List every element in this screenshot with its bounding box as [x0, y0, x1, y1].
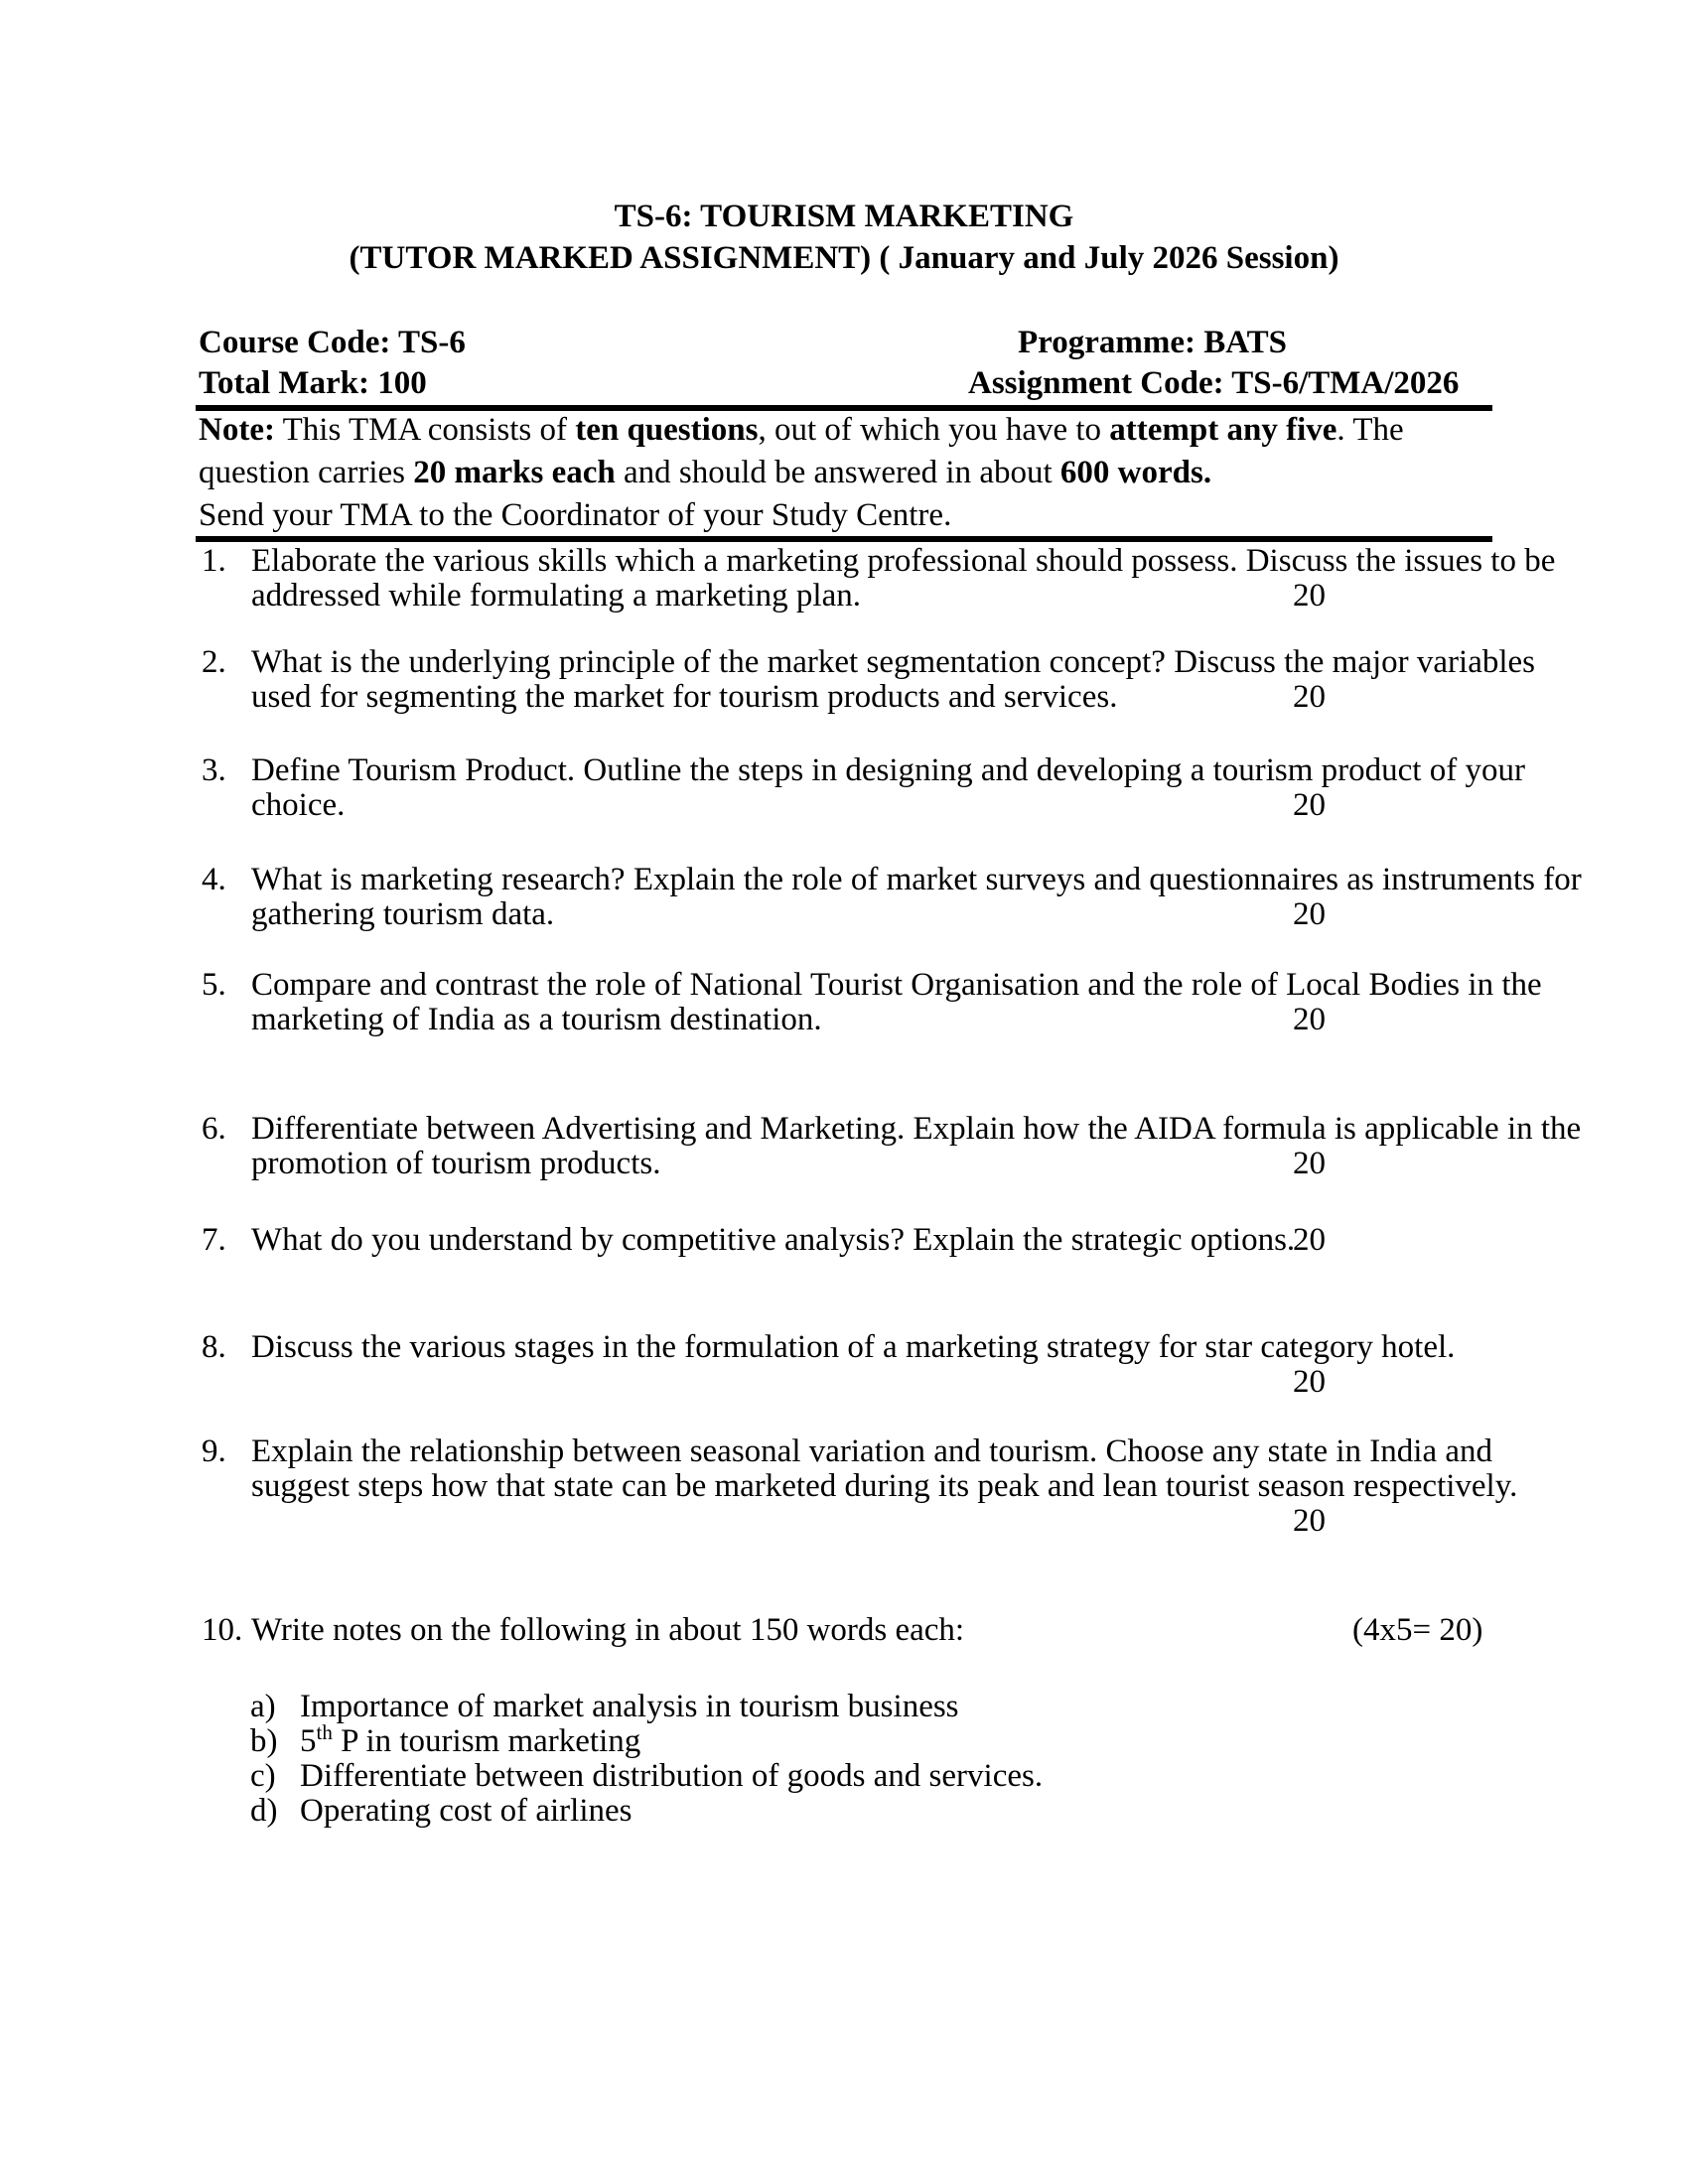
marks-value: 20 [1293, 787, 1326, 823]
question-2 [202, 644, 1536, 715]
assignment-code: Assignment Code: TS-6/TMA/2026 [968, 365, 1460, 401]
question-text: Write notes on the following in about 150 words each: [251, 1612, 965, 1648]
subitem-text: Operating cost of airlines [300, 1793, 633, 1829]
subitem-c [250, 1759, 1494, 1794]
question-3 [202, 752, 1525, 823]
question-number: 1. [202, 543, 226, 579]
subitem-text: Importance of market analysis in tourism business [300, 1689, 959, 1724]
subitem-label: c) [250, 1758, 276, 1794]
question-text: Differentiate between Advertising and Marketing. Explain how the AIDA formula is applicable in the [251, 1111, 1582, 1147]
subitem-text: 5th P in tourism marketing [300, 1720, 641, 1759]
question-number: 2. [202, 644, 226, 680]
subitem-b [250, 1720, 1494, 1759]
marks-value: (4x5= 20) [1352, 1612, 1483, 1648]
subitem-text: Differentiate between distribution of goods and services. [300, 1758, 1044, 1794]
question-text: Elaborate the various skills which a marketing professional should possess. Discuss the issues to be [251, 543, 1556, 579]
question-text: suggest steps how that state can be marketed during its peak and lean tourist season respectively. [251, 1468, 1518, 1504]
marks-value: 20 [1293, 1222, 1326, 1258]
divider-rule-bottom [196, 536, 1492, 542]
note-paragraph [199, 409, 1404, 537]
question-text: What do you understand by competitive analysis? Explain the strategic options. [251, 1222, 1296, 1258]
question-text: Define Tourism Product. Outline the steps in designing and developing a tourism product of your [251, 752, 1525, 788]
question-7 [202, 1223, 1494, 1258]
question-8 [202, 1329, 1494, 1400]
question-10 [202, 1613, 1494, 1829]
question-number: 5. [202, 967, 226, 1003]
subitem-d [250, 1794, 1494, 1829]
subitem-label: d) [250, 1793, 278, 1829]
marks-value: 20 [1293, 1146, 1326, 1181]
question-number: 4. [202, 862, 226, 897]
question-text: What is marketing research? Explain the role of market surveys and questionnaires as instruments for [251, 862, 1582, 897]
question-text: promotion of tourism products. [251, 1146, 661, 1181]
title-line-2: (TUTOR MARKED ASSIGNMENT) ( January and July 2026 Session) [349, 240, 1339, 276]
question-4 [202, 862, 1582, 932]
note-line-3: Send your TMA to the Coordinator of your Study Centre. [199, 497, 952, 533]
question-number: 10. [202, 1612, 243, 1648]
marks-value: 20 [1293, 1364, 1326, 1400]
marks-value: 20 [1293, 896, 1326, 932]
question-number: 3. [202, 752, 226, 788]
question-number: 8. [202, 1329, 226, 1365]
subitem-label: a) [250, 1689, 276, 1724]
marks-value: 20 [1293, 679, 1326, 715]
note-bold-label: Note: [199, 412, 275, 448]
document-title [199, 196, 1489, 279]
total-mark: Total Mark: 100 [199, 365, 427, 401]
question-text: Compare and contrast the role of National Tourist Organisation and the role of Local Bodies in the [251, 967, 1542, 1003]
title-line-1: TS-6: TOURISM MARKETING [614, 199, 1074, 234]
question-6 [202, 1111, 1582, 1181]
programme: Programme: BATS [1018, 325, 1287, 360]
marks-value: 20 [1293, 1002, 1326, 1037]
subitem-label: b) [250, 1723, 278, 1759]
superscript-th: th [316, 1720, 333, 1744]
question-1 [202, 543, 1556, 614]
note-line-1: Note: This TMA consists of ten questions, out of which you have to attempt any five. The [199, 412, 1404, 448]
question-10-subitems [250, 1690, 1494, 1829]
question-text: marketing of India as a tourism destination. [251, 1002, 822, 1037]
note-line-2: question carries 20 marks each and should be answered in about 600 words. [199, 455, 1212, 490]
question-9 [202, 1433, 1518, 1539]
question-number: 6. [202, 1111, 226, 1147]
question-number: 9. [202, 1433, 226, 1469]
question-text: Discuss the various stages in the formulation of a marketing strategy for star category hotel. [251, 1329, 1456, 1365]
question-text: What is the underlying principle of the market segmentation concept? Discuss the major variables [251, 644, 1536, 680]
question-text: choice. [251, 787, 346, 823]
question-5 [202, 967, 1542, 1037]
question-text: addressed while formulating a marketing plan. [251, 578, 861, 614]
question-number: 7. [202, 1222, 226, 1258]
question-text: Explain the relationship between seasonal variation and tourism. Choose any state in India and [251, 1433, 1493, 1469]
marks-value: 20 [1293, 1503, 1326, 1539]
course-code: Course Code: TS-6 [199, 325, 466, 360]
question-text: used for segmenting the market for tourism products and services. [251, 679, 1118, 715]
question-text: gathering tourism data. [251, 896, 555, 932]
marks-value: 20 [1293, 578, 1326, 614]
subitem-a [250, 1690, 1494, 1724]
